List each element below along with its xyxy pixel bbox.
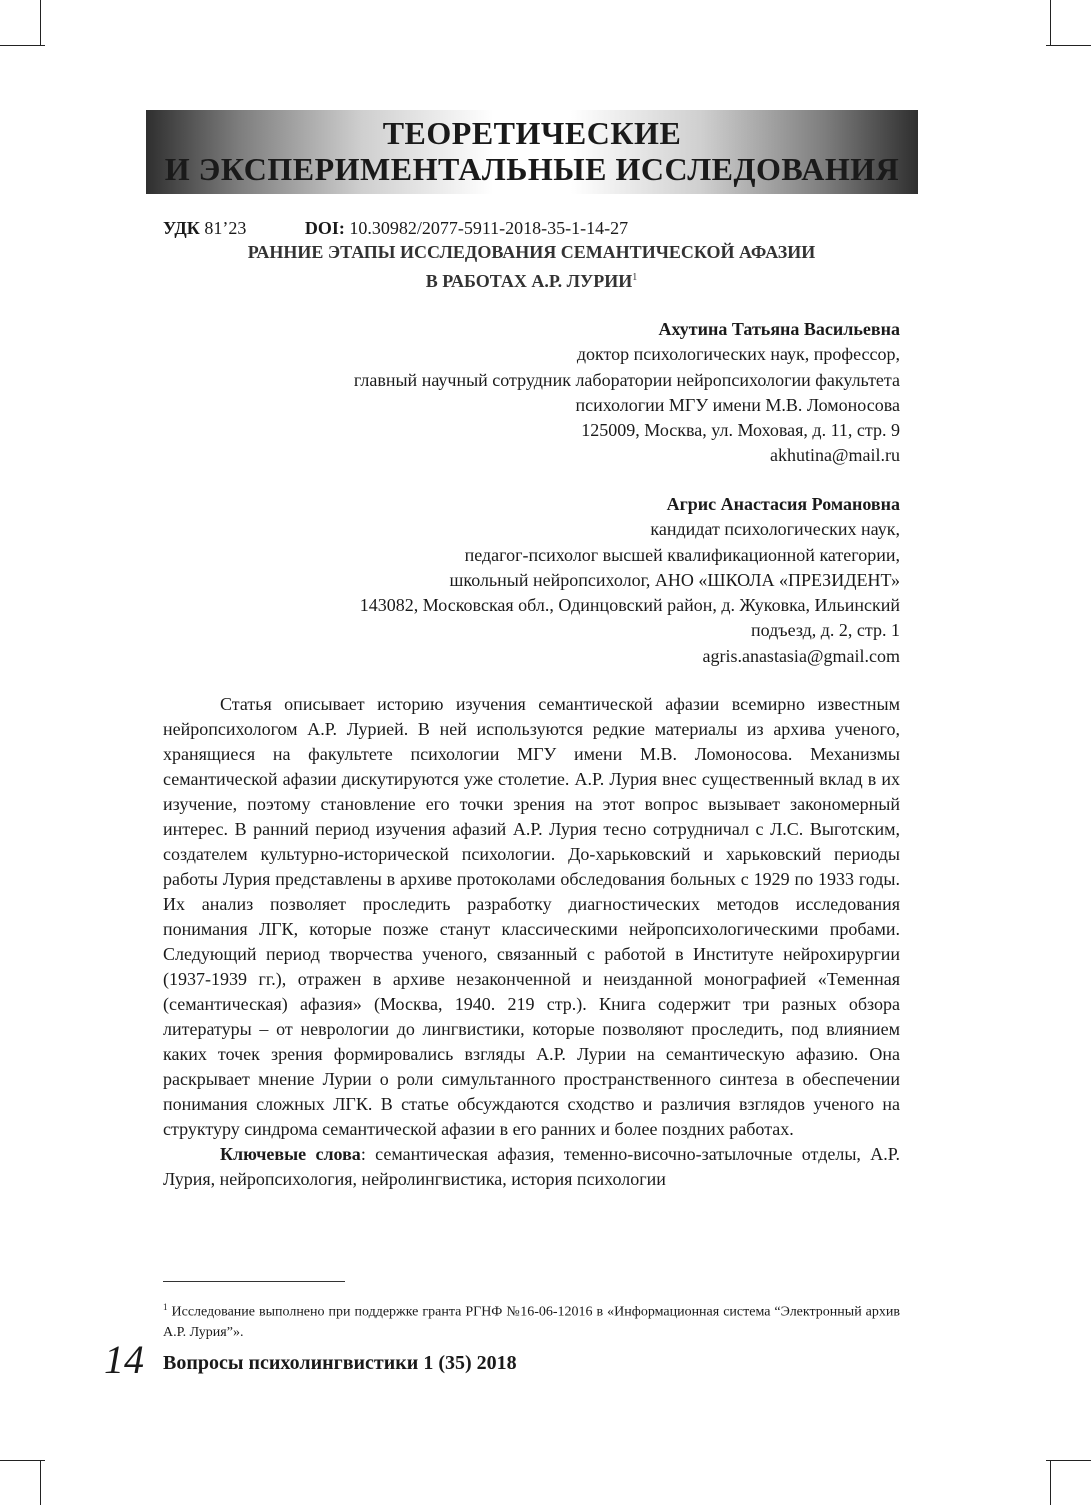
doi-label: DOI: bbox=[304, 218, 345, 238]
crop-mark bbox=[1046, 1460, 1091, 1461]
keywords-text: : семантическая афазия, теменно-височно-затылочные отделы, А.Р. Лурия, нейропсихология, нейролингвистика, история психологии bbox=[163, 1144, 900, 1189]
udk-value: 81’23 bbox=[204, 218, 247, 238]
crop-mark bbox=[1050, 0, 1051, 45]
doi-value: 10.30982/2077-5911-2018-35-1-14-27 bbox=[349, 218, 629, 238]
abstract bbox=[163, 692, 900, 1192]
article-title-line1: РАННИЕ ЭТАПЫ ИССЛЕДОВАНИЯ СЕМАНТИЧЕСКОЙ АФАЗИИ bbox=[247, 242, 816, 262]
author-affiliation-line: психологии МГУ имени М.В. Ломоносова bbox=[575, 394, 900, 415]
crop-mark bbox=[40, 0, 41, 45]
article-title bbox=[163, 240, 900, 294]
udk-label: УДК bbox=[163, 218, 200, 238]
footnote bbox=[163, 1297, 900, 1343]
author-affiliation-line: кандидат психологических наук, bbox=[650, 519, 900, 540]
keywords bbox=[163, 1142, 900, 1192]
section-banner-line1: ТЕОРЕТИЧЕСКИЕ bbox=[382, 115, 682, 151]
title-footnote-mark: 1 bbox=[632, 272, 638, 283]
crop-mark bbox=[0, 1460, 45, 1461]
page-number: 14 bbox=[104, 1337, 144, 1382]
section-banner-line2: И ЭКСПЕРИМЕНТАЛЬНЫЕ ИССЛЕДОВАНИЯ bbox=[164, 151, 900, 187]
author-email[interactable]: agris.anastasia@gmail.com bbox=[702, 645, 900, 666]
author-address: подъезд, д. 2, стр. 1 bbox=[751, 620, 900, 641]
section-banner bbox=[146, 110, 918, 194]
journal-title: Вопросы психолингвистики 1 (35) 2018 bbox=[163, 1352, 517, 1374]
footnote-mark: 1 bbox=[163, 1302, 168, 1312]
crop-mark bbox=[1050, 1460, 1051, 1505]
author-block bbox=[354, 317, 900, 469]
crop-mark bbox=[1046, 45, 1091, 46]
author-name: Агрис Анастасия Романовна bbox=[666, 494, 900, 514]
author-email[interactable]: akhutina@mail.ru bbox=[769, 445, 900, 466]
author-affiliation-line: главный научный сотрудник лаборатории нейропсихологии факультета bbox=[353, 369, 900, 390]
author-block bbox=[360, 492, 900, 669]
abstract-text: Статья описывает историю изучения семантической афазии всемирно известным нейропсихологом А.Р. Лурией. В ней используются редкие материалы из архива ученого, хранящиеся на факультете психологии МГУ имени М.В. Ломоносова. Механизмы семантической афазии дискутируются уже столетие. А.Р. Лурия внес существенный вклад в их изучение, поэтому становление его точки зрения на этот вопрос вызывает закономерный интерес. В ранний период изучения афазий А.Р. Лурия тесно сотрудничал с Л.С. Выготским, создателем культурно-исторической психологии. До-харьковский и харьковский периоды работы Лурия представлены в архиве протоколами обследования больных с 1929 по 1933 годы. Их анализ позволяет проследить разработку диагностических методов исследования понимания ЛГК, которые позже станут классическими нейропсихологическими пробами. Следующий период творчества ученого, связанный с работой в Институте нейрохирургии (1937-1939 гг.), отражен в архиве незаконченной и неизданной монографией «Теменная (семантическая) афазия» (Москва, 1940. 219 стр.). Книга содержит три разных обзора литературы – от неврологии до лингвистики, которые позволяют проследить, под влиянием каких точек зрения формировались взгляды А.Р. Лурии на семантическую афазию. Она раскрывает мнение Лурии о роли симультанного пространственного синтеза в обеспечении понимания сложных ЛГК. В статье обсуждаются сходство и различия взглядов ученого на структуру синдрома семантической афазии в его ранних и более поздних работах. bbox=[163, 694, 900, 1139]
crop-mark bbox=[40, 1460, 41, 1505]
article-meta bbox=[163, 218, 628, 239]
crop-mark bbox=[0, 45, 45, 46]
author-affiliation-line: школьный нейропсихолог, АНО «ШКОЛА «ПРЕЗИДЕНТ» bbox=[449, 569, 900, 590]
article-title-line2-wrap bbox=[163, 265, 900, 294]
author-affiliation-line: доктор психологических наук, профессор, bbox=[576, 344, 900, 365]
author-address: 143082, Московская обл., Одинцовский район, д. Жуковка, Ильинский bbox=[359, 595, 900, 616]
author-address: 125009, Москва, ул. Моховая, д. 11, стр. 9 bbox=[581, 420, 900, 441]
footnote-divider bbox=[163, 1281, 345, 1282]
author-affiliation-line: педагог-психолог высшей квалификационной категории, bbox=[464, 544, 900, 565]
footnote-text: Исследование выполнено при поддержке гранта РГНФ №16-06-12016 в «Информационная система “Электронный архив А.Р. Лурия”». bbox=[163, 1304, 900, 1340]
article-title-line2: В РАБОТАХ А.Р. ЛУРИИ bbox=[425, 271, 633, 291]
keywords-label: Ключевые слова bbox=[220, 1144, 361, 1164]
author-name: Ахутина Татьяна Васильевна bbox=[658, 319, 900, 339]
